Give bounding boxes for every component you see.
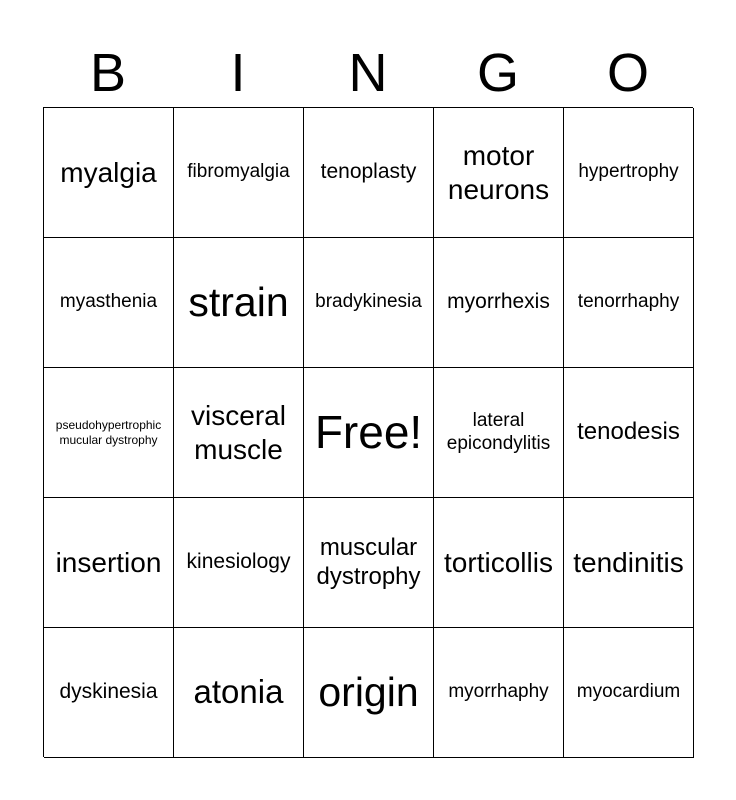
cell-label: bradykinesia <box>315 291 422 313</box>
free-space-label: Free! <box>314 406 423 459</box>
cell-label: lateral epicondylitis <box>446 410 551 454</box>
bingo-cell[interactable] <box>434 628 564 758</box>
bingo-cell[interactable] <box>434 238 564 368</box>
cell-label: myalgia <box>60 156 157 188</box>
cell-label: myocardium <box>576 681 681 703</box>
bingo-cell[interactable] <box>174 368 304 498</box>
cell-label: myorrhaphy <box>448 681 549 703</box>
bingo-cell[interactable] <box>44 368 174 498</box>
cell-label: myasthenia <box>59 291 158 313</box>
bingo-cell[interactable] <box>304 628 434 758</box>
bingo-cell[interactable] <box>564 498 694 628</box>
cell-label: muscular dystrophy <box>316 534 421 590</box>
header-letter-i: I <box>230 43 246 103</box>
bingo-cell[interactable] <box>564 238 694 368</box>
bingo-cell[interactable] <box>304 498 434 628</box>
bingo-cell[interactable] <box>434 368 564 498</box>
cell-label: hypertrophy <box>578 161 679 183</box>
bingo-cell[interactable] <box>174 238 304 368</box>
bingo-cell[interactable] <box>564 368 694 498</box>
cell-label: atonia <box>193 673 284 711</box>
bingo-board <box>43 107 693 757</box>
bingo-cell[interactable] <box>304 108 434 238</box>
bingo-cell[interactable] <box>44 498 174 628</box>
cell-label: myorrhexis <box>447 290 550 314</box>
bingo-cell[interactable] <box>564 108 694 238</box>
bingo-cell-free[interactable] <box>304 368 434 498</box>
header-letter-n: N <box>348 43 388 103</box>
bingo-cell[interactable] <box>174 108 304 238</box>
cell-label: dyskinesia <box>59 680 158 704</box>
bingo-cell[interactable] <box>44 238 174 368</box>
bingo-cell[interactable] <box>564 628 694 758</box>
cell-label: tenodesis <box>577 418 680 446</box>
bingo-cell[interactable] <box>44 628 174 758</box>
cell-label: torticollis <box>444 546 553 578</box>
bingo-cell[interactable] <box>44 108 174 238</box>
bingo-cell[interactable] <box>434 108 564 238</box>
cell-label: fibromyalgia <box>187 161 290 183</box>
cell-label: origin <box>318 669 419 716</box>
header-letter-b: B <box>89 43 127 103</box>
header-letter-o: O <box>606 43 649 103</box>
bingo-cell[interactable] <box>174 628 304 758</box>
cell-label: tenorrhaphy <box>577 291 680 313</box>
cell-label: pseudohypertrophic mucular dystrophy <box>55 418 162 447</box>
bingo-cell[interactable] <box>304 238 434 368</box>
cell-label: kinesiology <box>186 550 291 574</box>
cell-label: visceral muscle <box>191 400 286 465</box>
bingo-cell[interactable] <box>174 498 304 628</box>
bingo-cell[interactable] <box>434 498 564 628</box>
cell-label: motor neurons <box>447 140 550 205</box>
cell-label: tendinitis <box>573 546 684 578</box>
bingo-header <box>43 38 693 108</box>
cell-label: strain <box>188 279 289 326</box>
cell-label: insertion <box>55 546 162 578</box>
cell-label: tenoplasty <box>320 160 417 184</box>
header-letter-g: G <box>476 43 519 103</box>
